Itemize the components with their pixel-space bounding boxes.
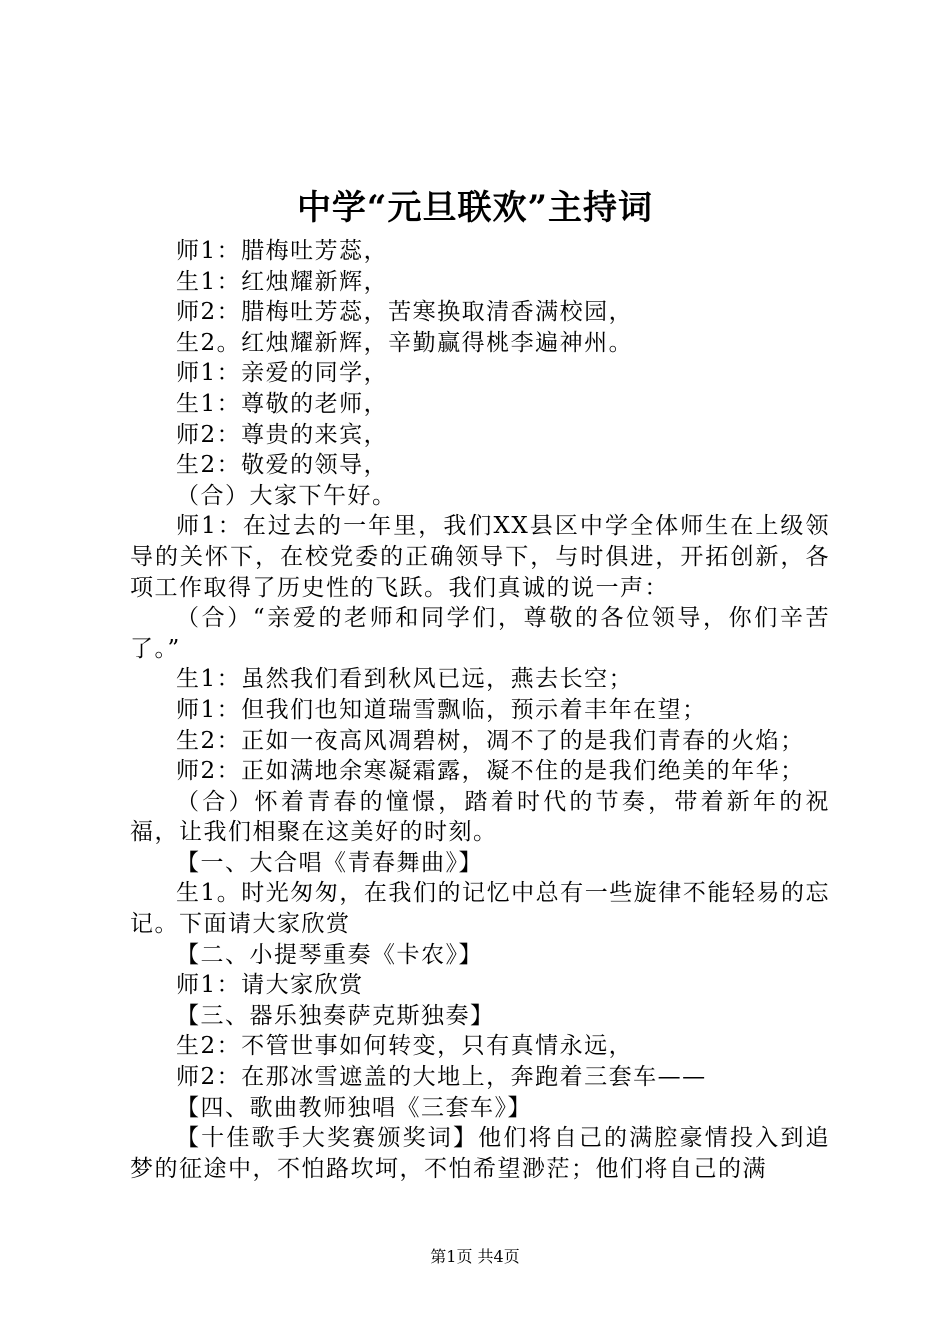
paragraph: 师1：但我们也知道瑞雪飘临，预示着丰年在望； xyxy=(176,696,707,723)
paragraph: 师2：腊梅吐芳蕊，苦寒换取清香满校园， xyxy=(176,299,634,326)
section-heading: 【四、歌曲教师独唱《三套车》】 xyxy=(176,1094,532,1121)
paragraph: 师1：腊梅吐芳蕊， xyxy=(176,238,389,264)
paragraph: 生2：正如一夜高风凋碧树，凋不了的是我们青春的火焰； xyxy=(176,727,805,754)
paragraph: 【十佳歌手大奖赛颁奖词】他们将自己的满腔豪情投入到追梦的征途中，不怕路坎坷，不怕希望渺茫；他们将自己的满 xyxy=(130,1125,830,1182)
page-footer: 第1页 共4页 xyxy=(430,1247,520,1266)
paragraph: 生2。红烛耀新辉，辛勤赢得桃李遍神州。 xyxy=(176,329,634,356)
paragraph: 师1：请大家欣赏 xyxy=(176,972,364,999)
paragraph: 生1：红烛耀新辉， xyxy=(176,268,389,295)
section-heading: 【二、小提琴重奏《卡农》】 xyxy=(176,941,483,968)
document-body xyxy=(130,236,830,1184)
paragraph: （合）大家下午好。 xyxy=(176,482,397,509)
paragraph: 师2：正如满地余寒凝霜露，凝不住的是我们绝美的年华； xyxy=(176,758,805,785)
paragraph: 生1：尊敬的老师， xyxy=(176,390,389,417)
paragraph: （合）“亲爱的老师和同学们，尊敬的各位领导，你们辛苦了。” xyxy=(130,605,830,662)
paragraph: 生2：敬爱的领导， xyxy=(176,452,389,479)
paragraph: 生1。时光匆匆，在我们的记忆中总有一些旋律不能轻易的忘记。下面请大家欣赏 xyxy=(130,880,830,938)
paragraph: 师1：在过去的一年里，我们XX县区中学全体师生在上级领导的关怀下，在校党委的正确领导下，与时俱进，开拓创新，各项工作取得了历史性的飞跃。我们真诚的说一声： xyxy=(130,513,830,601)
section-heading: 【一、大合唱《青春舞曲》】 xyxy=(176,849,483,876)
paragraph: 师1：亲爱的同学， xyxy=(176,360,389,387)
paragraph: 生1：虽然我们看到秋风已远，燕去长空； xyxy=(176,666,634,693)
document-title: 中学“元旦联欢”主持词 xyxy=(296,188,654,228)
section-heading: 【三、器乐独奏萨克斯独奏】 xyxy=(176,1002,495,1029)
paragraph: （合）怀着青春的憧憬，踏着时代的节奏，带着新年的祝福，让我们相聚在这美好的时刻。 xyxy=(130,788,830,846)
paragraph: 师2：在那冰雪遮盖的大地上，奔跑着三套车—— xyxy=(176,1064,707,1091)
paragraph: 生2：不管世事如何转变，只有真情永远， xyxy=(176,1033,634,1060)
paragraph: 师2：尊贵的来宾， xyxy=(176,421,389,448)
